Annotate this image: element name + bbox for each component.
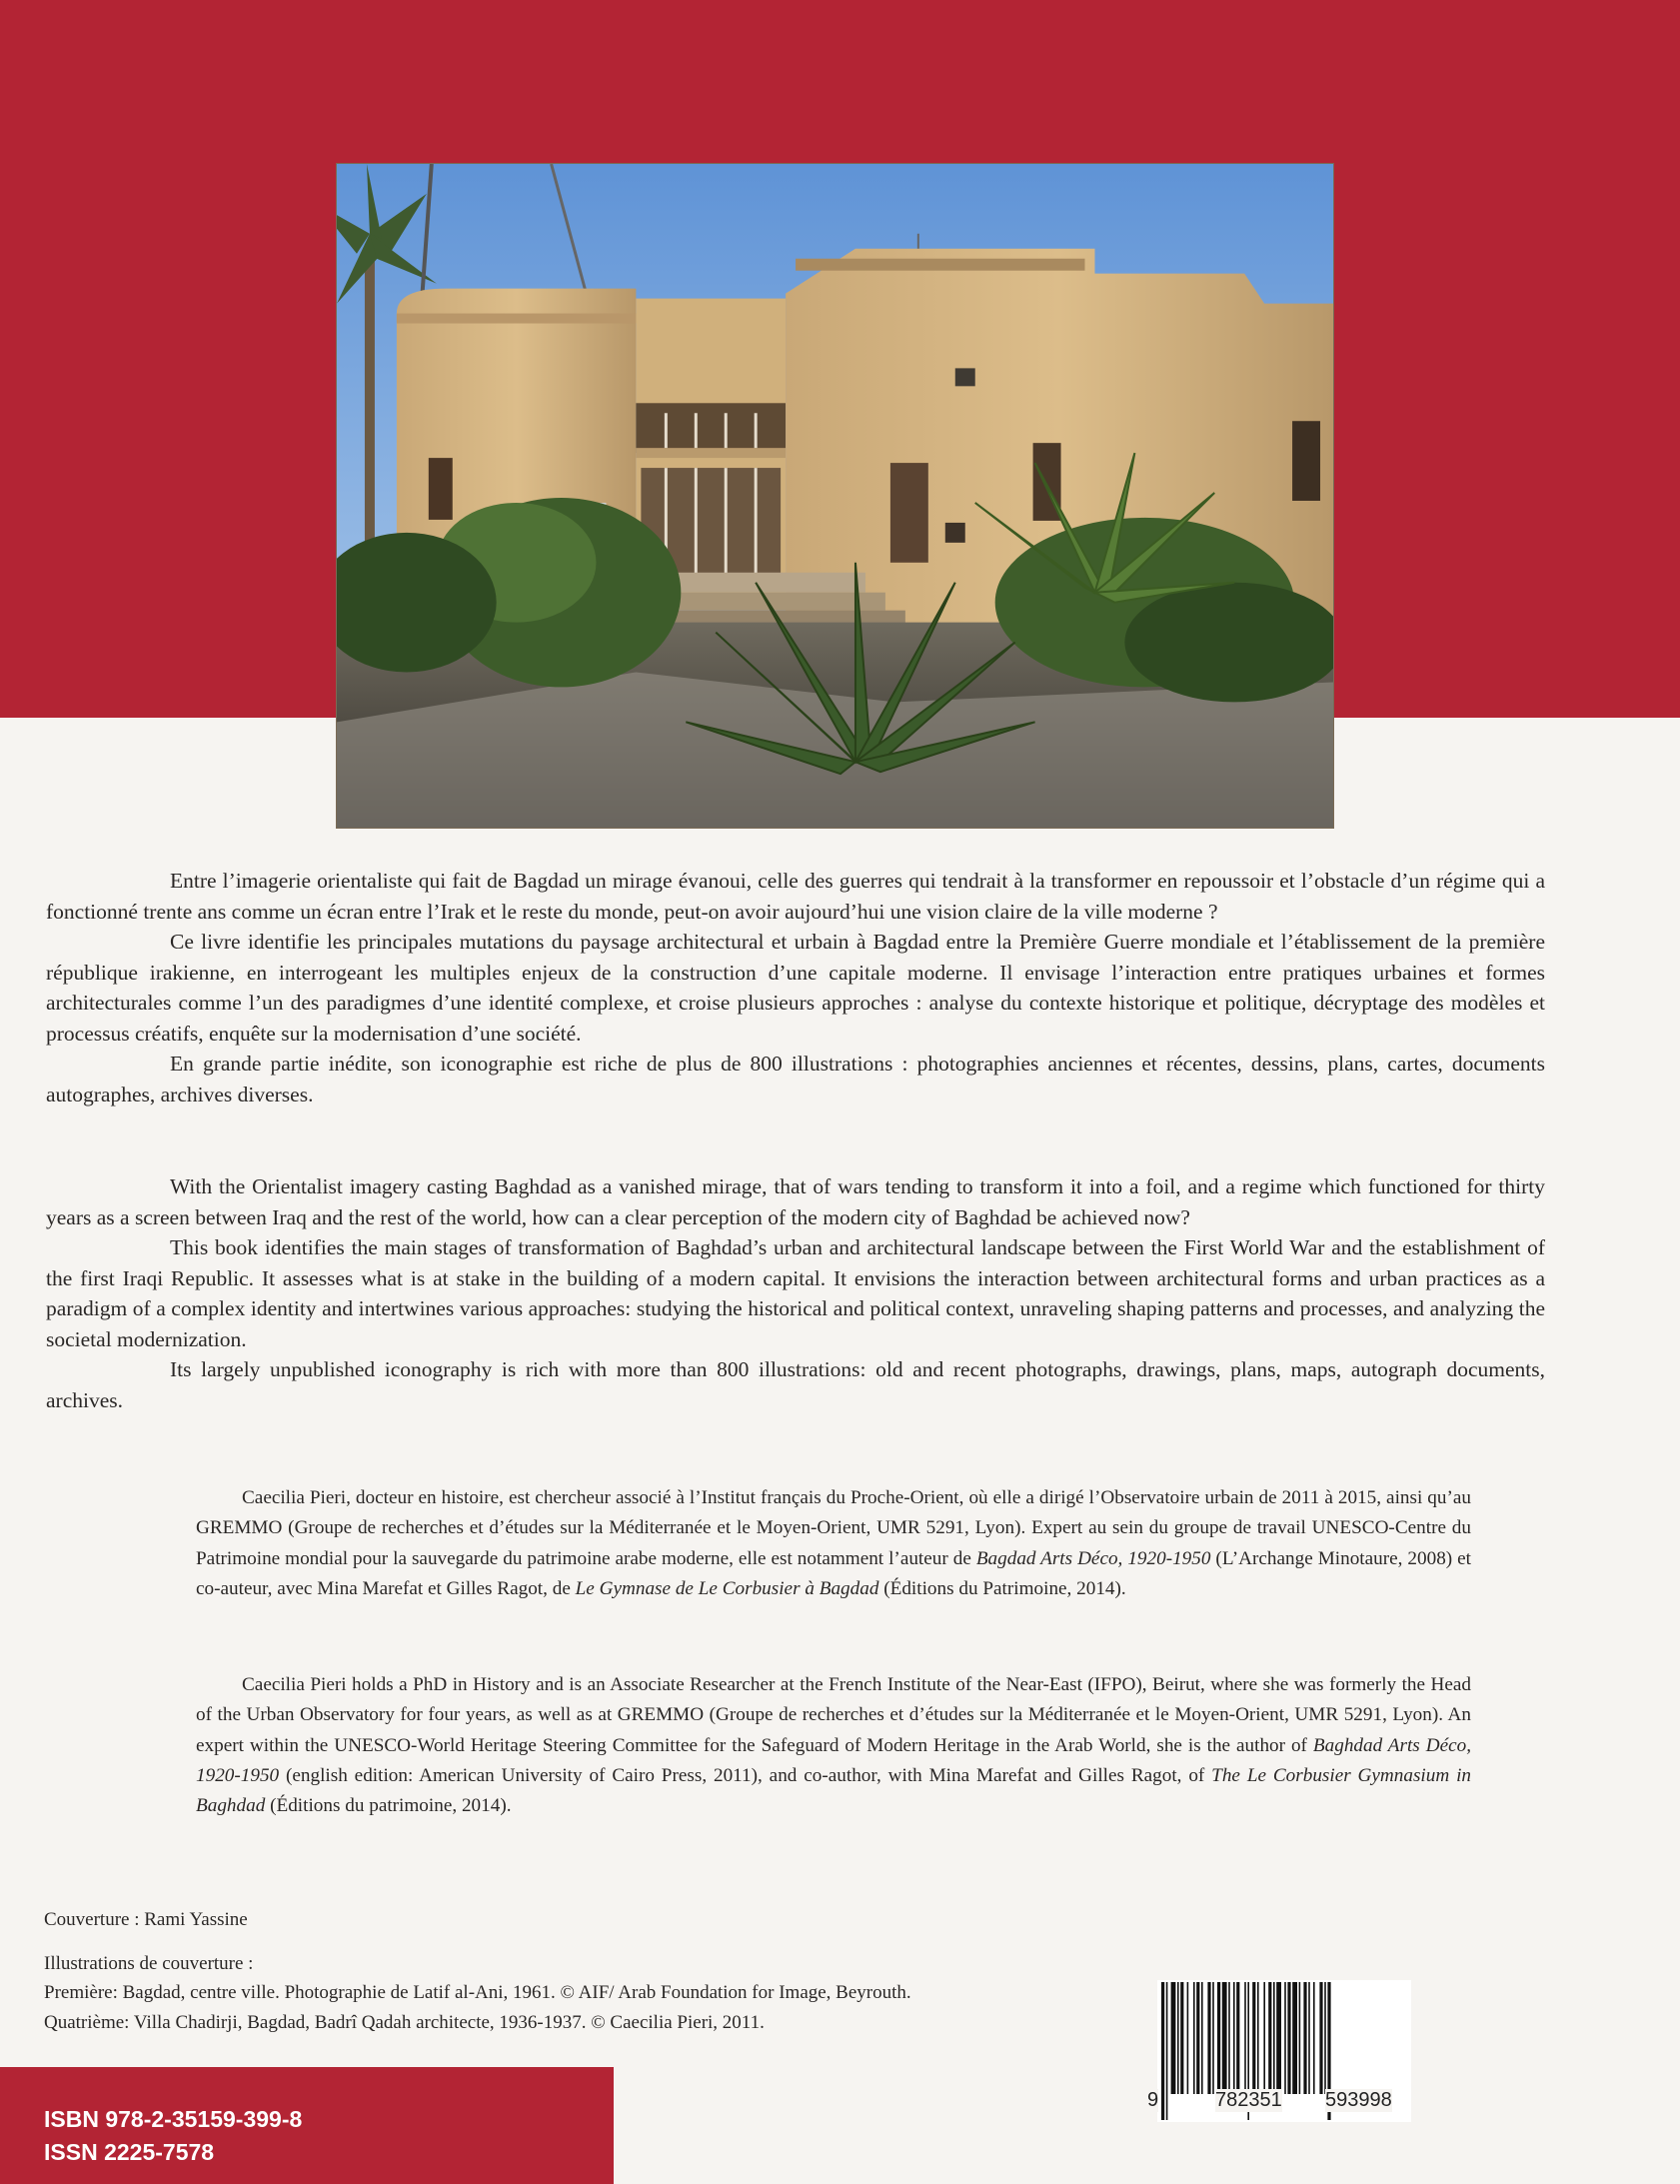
bio-en-text-3: (Éditions du patrimoine, 2014). <box>265 1795 512 1817</box>
barcode-bar <box>1276 1982 1281 2094</box>
barcode-bar <box>1257 1982 1259 2094</box>
villa-photograph <box>336 163 1334 829</box>
barcode-bar <box>1201 1982 1203 2094</box>
english-paragraph-1: With the Orientalist imagery casting Baghdad as a vanished mirage, that of wars tending to transform it into a foil, and a regime which functioned for thirty years as a screen between Iraq and the rest of the world, how can a clear perception of the modern city of Baghdad be achieved now? <box>46 1174 1545 1229</box>
barcode-bar <box>1166 1982 1168 2120</box>
barcode-bar <box>1212 1982 1214 2094</box>
english-paragraph-2: This book identifies the main stages of transformation of Baghdad’s urban and architectural landscape between the First World War and the establishment of the first Iraqi Republic. It assesses what is at stake in the building of a modern capital. It envisions the interaction between architectural forms and urban practices as a paradigm of a complex identity and intertwines various approaches: studying the historical and political context, unraveling shaping patterns and processes, and analyzing the societal modernization. <box>46 1235 1545 1351</box>
barcode-bar <box>1171 1982 1176 2094</box>
barcode-bar <box>1207 1982 1210 2094</box>
barcode-bar <box>1303 1982 1306 2094</box>
barcode-bar <box>1319 1982 1322 2094</box>
author-bio-english <box>196 1670 1471 1821</box>
illustrations-heading: Illustrations de couverture : <box>44 1952 254 1974</box>
barcode-bar <box>1177 1982 1179 2094</box>
barcode-bar <box>1187 1982 1189 2094</box>
french-paragraph-1: Entre l’imagerie orientaliste qui fait de Bagdad un mirage évanoui, celle des guerres qui tendrait à la transformer en repoussoir et l’obstacle d’un régime qui a fonctionné trente ans comme un écran entre l’Irak et le reste du monde, peut-on avoir aujourd’hui une vision claire de la ville moderne ? <box>46 869 1545 924</box>
barcode-bar <box>1263 1982 1265 2094</box>
barcode-bar <box>1196 1982 1199 2094</box>
barcode-bar <box>1292 1982 1297 2094</box>
barcode-bar <box>1324 1982 1326 2094</box>
barcode-bar <box>1244 1982 1246 2094</box>
bio-en-book-1: Baghdad Arts Déco, 1920-1950 <box>196 1734 1471 1786</box>
barcode-bar <box>1217 1982 1220 2094</box>
bio-fr-text-3: (Éditions du Patrimoine, 2014). <box>878 1577 1126 1599</box>
barcode-bar <box>1193 1982 1195 2094</box>
barcode-bar <box>1287 1982 1290 2094</box>
back-cover-credit: Quatrième: Villa Chadirji, Bagdad, Badrî Qadah architecte, 1936-1937. © Caecilia Pieri, 2011. <box>44 2011 765 2033</box>
barcode-bar <box>1161 1982 1164 2120</box>
bio-en-text-1: Caecilia Pieri holds a PhD in History and is an Associate Researcher at the French Institute of the Near-East (IFPO), Beirut, where she was formerly the Head of the Urban Observatory for four years, as well as at GREMMO (Groupe de recherches et d’études sur la Méditerranée et le Moyen-Orient, UMR 5291, Lyon). An expert within the UNESCO-World Heritage Steering Committee for the Safeguard of Modern Heritage in the Arab World, she is the author of <box>196 1674 1471 1756</box>
barcode-lead-digit: 9 <box>1147 2089 1159 2111</box>
isbn-number: ISBN 978-2-35159-399-8 <box>44 2106 303 2132</box>
barcode-bar <box>1308 1982 1310 2094</box>
barcode-bar <box>1252 1982 1255 2094</box>
barcode-group-2: 593998 <box>1325 2089 1392 2111</box>
barcode-bar <box>1222 1982 1227 2094</box>
english-paragraph-3: Its largely unpublished iconography is rich with more than 800 illustrations: old and recent photographs, drawings, plans, maps, autograph documents, archives. <box>46 1357 1545 1412</box>
cover-credits <box>44 1905 911 2037</box>
barcode-bar <box>1228 1982 1230 2094</box>
barcode-bar <box>1180 1982 1183 2094</box>
front-cover-credit: Première: Bagdad, centre ville. Photographie de Latif al-Ani, 1961. © AIF/ Arab Foundation for Image, Beyrouth. <box>44 1982 911 2003</box>
english-description <box>46 1171 1545 1415</box>
barcode-bar <box>1313 1982 1315 2094</box>
bio-fr-book-2: Le Gymnase de Le Corbusier à Bagdad <box>575 1577 879 1599</box>
french-paragraph-2: Ce livre identifie les principales mutations du paysage architectural et urbain à Bagdad entre la Première Guerre mondiale et l’établissement de la première république irakienne, en interrogeant les multiples enjeux de la construction d’une capitale moderne. Il envisage l’interaction entre pratiques urbaines et formes architecturales comme l’un des paradigmes d’une identité complexe, et croise plusieurs approches : analyse du contexte historique et politique, décryptage des modèles et processus créatifs, enquête sur la modernisation d’une société. <box>46 930 1545 1046</box>
barcode-group-1: 782351 <box>1215 2089 1282 2111</box>
bio-fr-text-2: (L’Archange Minotaure, 2008) et co-auteur, avec Mina Marefat et Gilles Ragot, de <box>196 1547 1471 1599</box>
bio-en-text-2: (english edition: American University of Cairo Press, 2011), and co-author, with Mina Marefat and Gilles Ragot, of <box>279 1764 1212 1786</box>
french-paragraph-3: En grande partie inédite, son iconographie est riche de plus de 800 illustrations : photographies anciennes et récentes, dessins, plans, cartes, documents autographes, archives diverses. <box>46 1052 1545 1106</box>
barcode-bar <box>1236 1982 1239 2094</box>
bio-fr-book-1: Bagdad Arts Déco, 1920-1950 <box>975 1547 1211 1569</box>
barcode-bar <box>1284 1982 1286 2094</box>
french-description <box>46 866 1545 1109</box>
isbn-box <box>0 2067 614 2184</box>
author-bio-french <box>196 1483 1471 1604</box>
barcode-bar <box>1268 1982 1271 2094</box>
issn-number: ISSN 2225-7578 <box>44 2139 215 2165</box>
barcode-bar <box>1273 1982 1275 2094</box>
cover-designer-credit: Couverture : Rami Yassine <box>44 1909 248 1930</box>
villa-photo-illustration <box>337 164 1333 828</box>
bio-en-book-2: The Le Corbusier Gymnasium in Baghdad <box>196 1764 1472 1817</box>
bio-fr-text-1: Caecilia Pieri, docteur en histoire, est chercheur associé à l’Institut français du Proche-Orient, où elle a dirigé l’Observatoire urbain de 2011 à 2015, ainsi qu’au GREMMO (Groupe de recherches et d’études sur la Méditerranée et le Moyen-Orient, UMR 5291, Lyon). Expert au sein du groupe de travail UNESCO-Centre du Patrimoine mondial pour la sauvegarde du patrimoine arabe moderne, elle est notamment l’auteur de <box>196 1487 1471 1569</box>
barcode-bar <box>1233 1982 1235 2094</box>
barcode-bar <box>1299 1982 1301 2094</box>
